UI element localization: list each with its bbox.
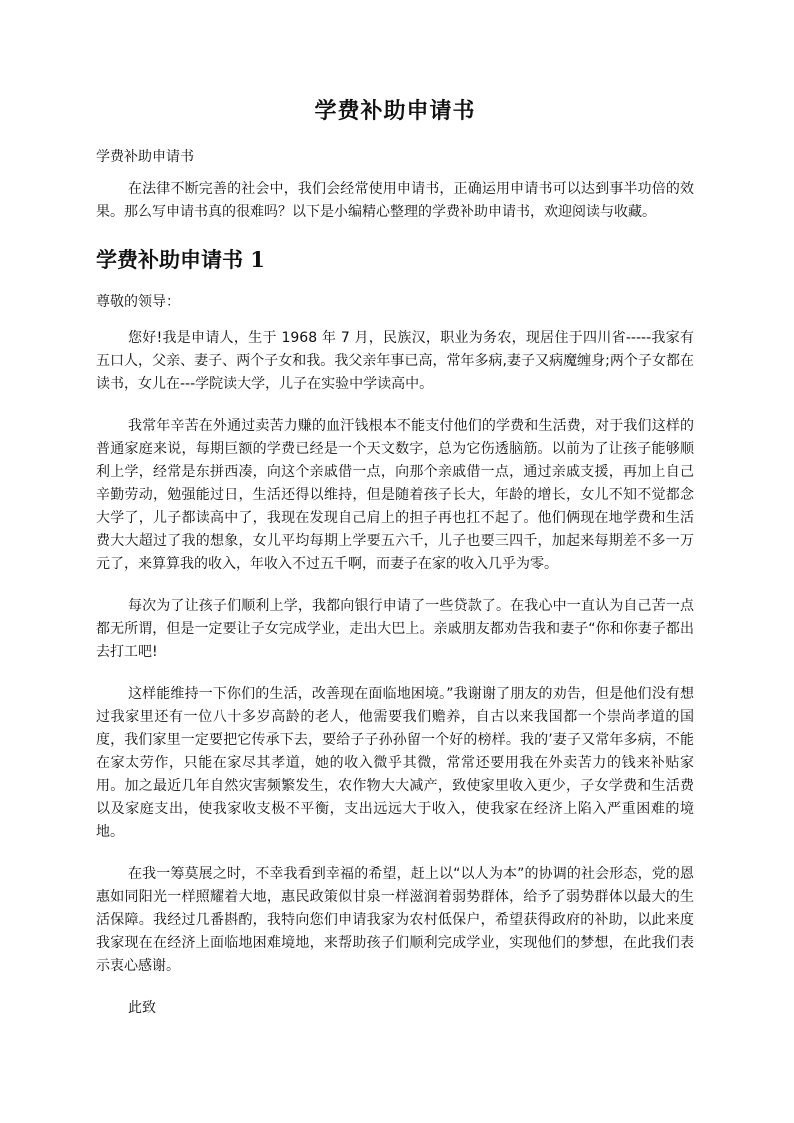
salutation: 尊敬的领导：	[96, 294, 180, 310]
body-paragraph-3: 每次为了让孩子们顺利上学，我都向银行申请了一些贷款了。在我心中一直认为自己苦一点都无所谓，但是一定要让子女完成学业，走出大巴上。亲戚朋友都劝告我和妻子“你和你妻子都出去打工吧!	[96, 598, 694, 660]
body-paragraph-2: 我常年辛苦在外通过卖苦力赚的血汗钱根本不能支付他们的学费和生活费，对于我们这样的普通家庭来说，每期巨额的学费已经是一个天文数字，总为它伤透脑筋。以前为了让孩子能够顺利上学，经常是东拼西凑，向这个亲戚借一点，向那个亲戚借一点，通过亲戚支援，再加上自己辛勤劳动，勉强能过日，生活还得以维持，但是随着孩子长大，年龄的增长，女儿不知不觉都念大学了，儿子都读高中了，我现在发现自己肩上的担子再也扛不起了。他们俩现在地学费和生活费大大超过了我的想象，女儿平均每期上学要五六千，儿子也要三四千，加起来每期差不多一万元了，来算算我的收入，年收入不过五千啊，而妻子在家的收入几乎为零。	[96, 418, 694, 572]
document-body	[96, 94, 694, 1020]
intro-paragraph: 在法律不断完善的社会中，我们会经常使用申请书，正确运用申请书可以达到事半功倍的效果。那么写申请书真的很难吗？以下是小编精心整理的学费补助申请书，欢迎阅读与收藏。	[96, 181, 694, 220]
body-paragraph-5: 在我一筹莫展之时，不幸我看到幸福的希望，赶上以“以人为本”的协调的社会形态，党的恩惠如同阳光一样照耀着大地，惠民政策似甘泉一样滋润着弱势群体，给予了弱势群体以最大的生活保障。我经过几番斟酌，我特向您们申请我家为农村低保户，希望获得政府的补助，以此来度我家现在在经济上面临地困难境地，来帮助孩子们顺利完成学业，实现他们的梦想，在此我们表示衷心感谢。	[96, 866, 694, 974]
body-paragraph-1: 您好!我是申请人，生于 1968 年 7 月，民族汉，职业为务农，现居住于四川省-----我家有五口人，父亲、妻子、两个子女和我。我父亲年事已高，常年多病,妻子又病魔缠身;两个子女都在读书，女儿在---学院读大学，儿子在实验中学读高中。	[96, 330, 694, 392]
closing-line: 此致	[128, 1000, 156, 1016]
document-subtitle: 学费补助申请书	[96, 149, 194, 165]
body-paragraph-4: 这样能维持一下你们的生活，改善现在面临地困境。”我谢谢了朋友的劝告，但是他们没有想过我家里还有一位八十多岁高龄的老人，他需要我们赡养，自古以来我国都一个崇尚孝道的国度，我们家里一定要把它传承下去，要给子子孙孙留一个好的榜样。我的’妻子又常年多病，不能在家太劳作，只能在家尽其孝道，她的收入微乎其微，常常还要用我在外卖苦力的钱来补贴家用。加之最近几年自然灾害频繁发生，农作物大大减产，致使家里收入更少，子女学费和生活费以及家庭支出，使我家收支极不平衡，支出远远大于收入，使我家在经济上陷入严重困难的境地。	[96, 686, 694, 840]
section-heading: 学费补助申请书 1	[96, 247, 265, 272]
document-title: 学费补助申请书	[314, 98, 476, 124]
